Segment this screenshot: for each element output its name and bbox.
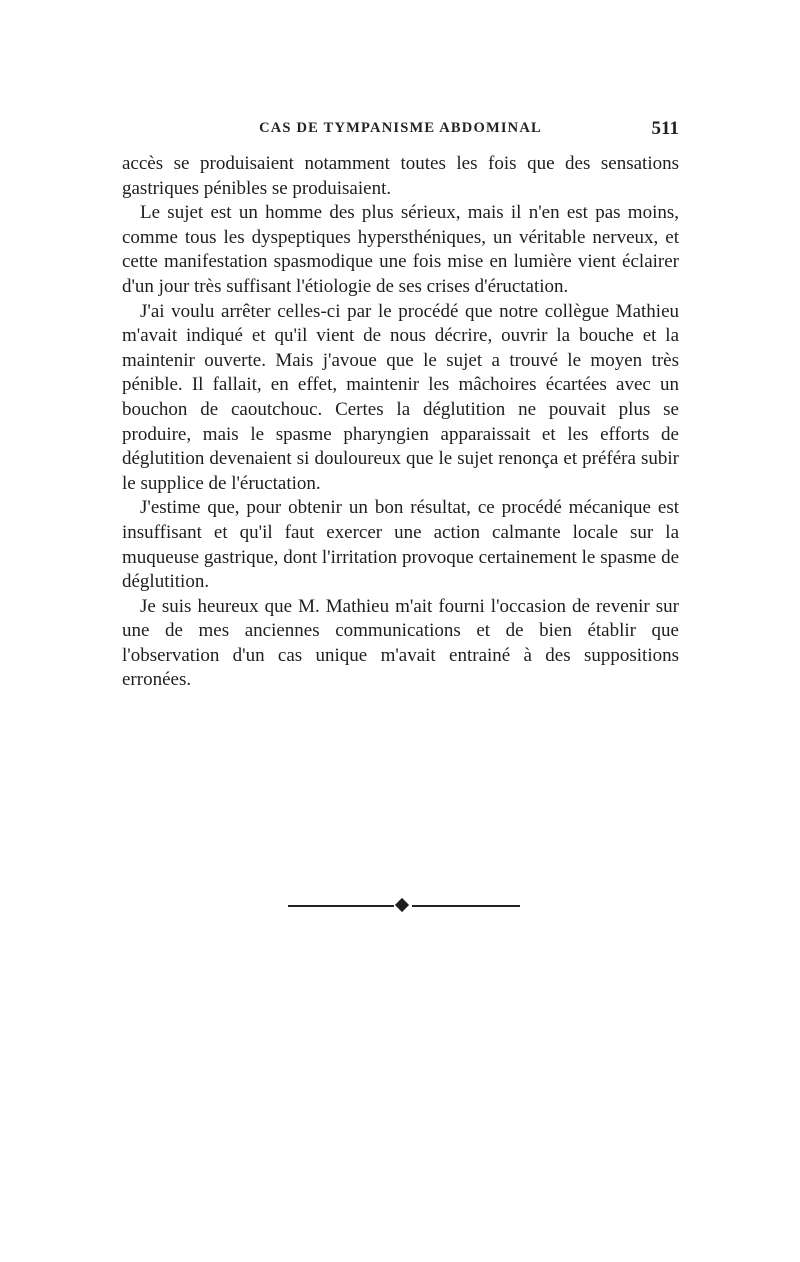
paragraph-continuation: accès se produisaient notamment toutes les fois que des sensations gastriques pénibles se produisaient.: [122, 153, 679, 199]
diamond-icon: [395, 898, 409, 912]
end-ornament: [288, 896, 520, 916]
paragraph: J'ai voulu arrêter celles-ci par le procédé que notre collègue Mathieu m'avait indiqué et qu'il vient de nous décrire, ouvrir la bouche et la maintenir ouverte. Mais j'avoue que le sujet a trouvé le moyen très pénible. Il fallait, en effet, maintenir les mâchoires écartées avec un bouchon de caoutchouc. Certes la déglutition ne pouvait plus se produire, mais le spasme pharyngien apparaissait et les efforts de déglutition devenaient si douloureux que le sujet renonça et préféra subir le supplice de l'éructation.: [122, 300, 679, 494]
ornament-rule-right: [412, 905, 520, 907]
paragraph: J'estime que, pour obtenir un bon résultat, ce procédé mécanique est insuffisant et qu'il faut exercer une action calmante locale sur la muqueuse gastrique, dont l'irritation provoque certainement le spasme de déglutition.: [122, 497, 679, 593]
page-number: 511: [651, 118, 679, 139]
ornament-rule-left: [288, 905, 394, 907]
body-text: [122, 152, 679, 693]
running-head: [122, 120, 679, 142]
paragraph: Le sujet est un homme des plus sérieux, mais il n'en est pas moins, comme tous les dyspeptiques hypersthéniques, un véritable nerveux, et cette manifestation spasmodique une fois mise en lumière vient éclairer d'un jour très suffisant l'étiologie de ses crises d'éructation.: [122, 202, 679, 297]
running-title: CAS DE TYMPANISME ABDOMINAL: [259, 120, 542, 136]
paragraph: Je suis heureux que M. Mathieu m'ait fourni l'occasion de revenir sur une de mes anciennes communications et de bien établir que l'observation d'un cas unique m'avait entrainé à des suppositions erronées.: [122, 595, 679, 691]
